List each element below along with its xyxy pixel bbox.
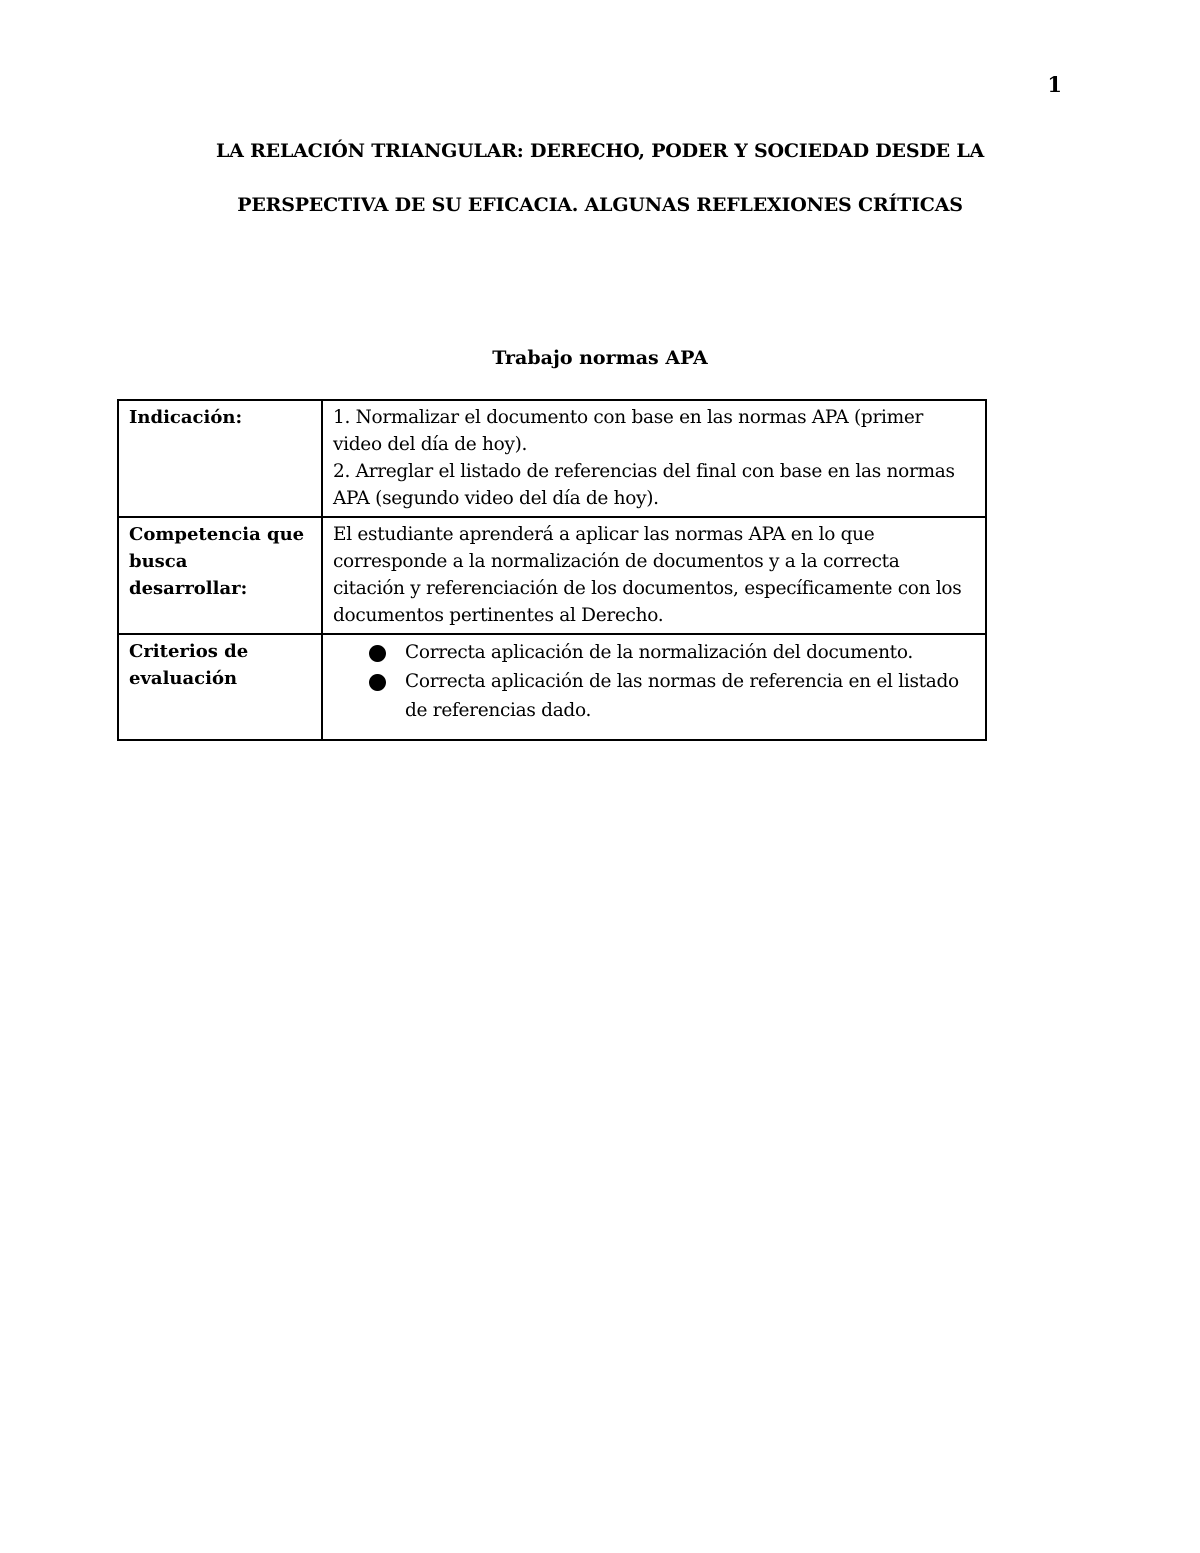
table-row-indicacion: [118, 400, 986, 517]
criteria-text: Correcta aplicación de las normas de referencia en el listado de referencias dado.: [405, 671, 959, 721]
bullet-icon: [369, 645, 386, 662]
row-label: Indicación:: [118, 400, 322, 517]
bullet-icon: [369, 674, 386, 691]
table-row-criterios: [118, 634, 986, 740]
list-item: [369, 667, 975, 725]
row-label: Competencia que busca desarrollar:: [118, 517, 322, 634]
document-title: [0, 124, 1200, 232]
section-heading: Trabajo normas APA: [492, 347, 708, 369]
criteria-text: Correcta aplicación de la normalización del documento.: [405, 642, 913, 663]
row-content: [322, 400, 986, 517]
document-title-line-2: PERSPECTIVA DE SU EFICACIA. ALGUNAS REFLEXIONES CRÍTICAS: [237, 194, 963, 216]
instruction-item: 1. Normalizar el documento con base en las normas APA (primer video del día de hoy).: [333, 407, 924, 455]
criteria-list: [333, 638, 975, 735]
document-title-line-1: LA RELACIÓN TRIANGULAR: DERECHO, PODER Y SOCIEDAD DESDE LA: [215, 140, 985, 162]
row-content: [322, 517, 986, 634]
assignment-table: [117, 399, 987, 741]
table-row-competencia: [118, 517, 986, 634]
row-label: Criterios de evaluación: [118, 634, 322, 740]
list-item: [369, 638, 975, 667]
page-number: 1: [1047, 72, 1062, 97]
competency-text: El estudiante aprenderá a aplicar las normas APA en lo que corresponde a la normalización de documentos y a la correcta citación y referenciación de los documentos, específicamente con los documentos pertinentes al Derecho.: [333, 524, 962, 626]
row-content: [322, 634, 986, 740]
instruction-item: 2. Arreglar el listado de referencias del final con base en las normas APA (segundo video del día de hoy).: [333, 461, 955, 509]
